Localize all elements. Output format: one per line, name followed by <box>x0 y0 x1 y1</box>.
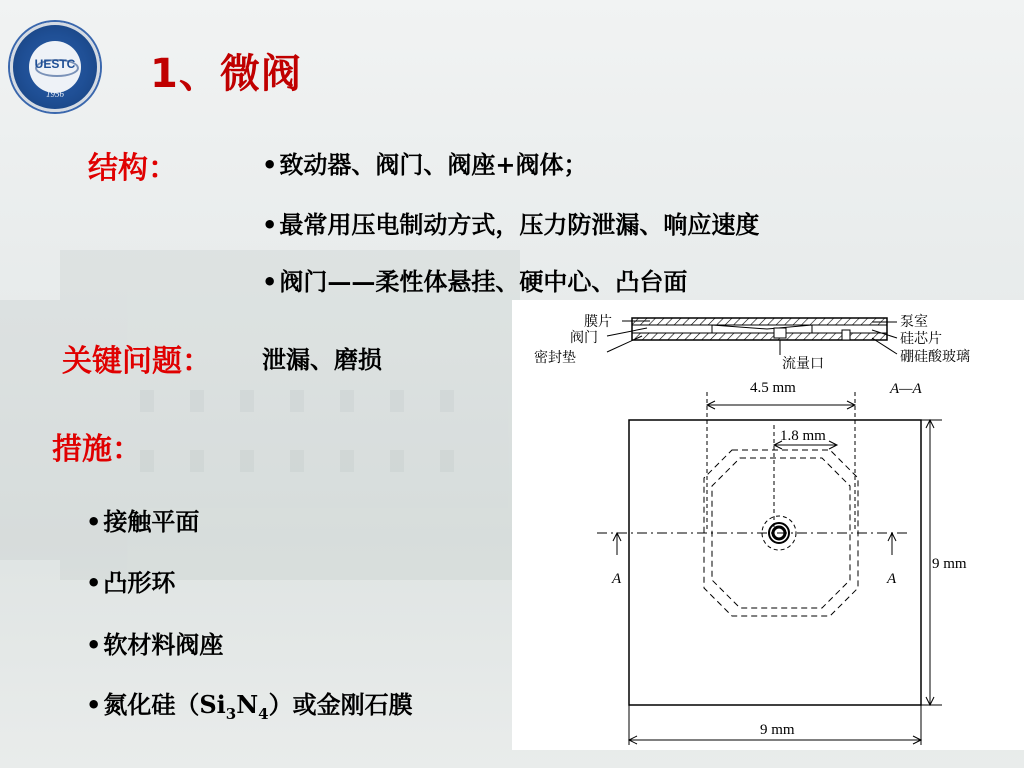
key-issue-label: 关键问题： <box>62 344 212 379</box>
label-section: A—A <box>890 381 922 397</box>
dim-4-5mm: 4.5 mm <box>750 380 796 396</box>
label-silicon-chip: 硅芯片 <box>900 331 942 347</box>
structure-bullet-2: •最常用压电制动方式，压力防泄漏、响应速度 <box>262 210 760 239</box>
measure-item-1: •接触平面 <box>86 507 200 536</box>
dimension-4-5mm <box>707 380 855 530</box>
slide-title: 1、微阀 <box>150 51 302 97</box>
structure-bullet-3: •阀门——柔性体悬挂、硬中心、凸台面 <box>262 267 688 296</box>
dim-9mm-vertical: 9 mm <box>932 556 967 572</box>
university-logo <box>10 22 100 112</box>
key-issue-value: 泄漏、磨损 <box>262 345 382 374</box>
microvalve-diagram <box>512 300 1024 750</box>
plan-view <box>597 420 967 745</box>
measure-item-3: •软材料阀座 <box>86 630 224 659</box>
label-glass: 硼硅酸玻璃 <box>900 349 970 365</box>
logo-year: 1956 <box>46 89 64 99</box>
label-membrane: 膜片 <box>584 314 612 330</box>
label-flow-port: 流量口 <box>782 356 824 372</box>
section-mark-right: A <box>887 571 897 587</box>
dim-9mm-horizontal: 9 mm <box>760 722 795 738</box>
logo-abbreviation: UESTC <box>34 57 76 71</box>
dim-1-8mm: 1.8 mm <box>780 428 826 444</box>
structure-bullet-1: •致动器、阀门、阀座+阀体； <box>262 150 588 179</box>
measure-item-2: •凸形环 <box>86 568 176 597</box>
label-gasket: 密封垫 <box>534 350 576 366</box>
measure-item-4: •氮化硅$(Si_3N_4)$或金刚石膜 <box>86 690 413 723</box>
label-valve: 阀门 <box>570 330 598 346</box>
section-mark-left: A <box>612 571 622 587</box>
label-pump-chamber: 泵室 <box>900 314 928 330</box>
structure-label: 结构： <box>88 151 178 186</box>
measures-label: 措施： <box>52 432 142 467</box>
